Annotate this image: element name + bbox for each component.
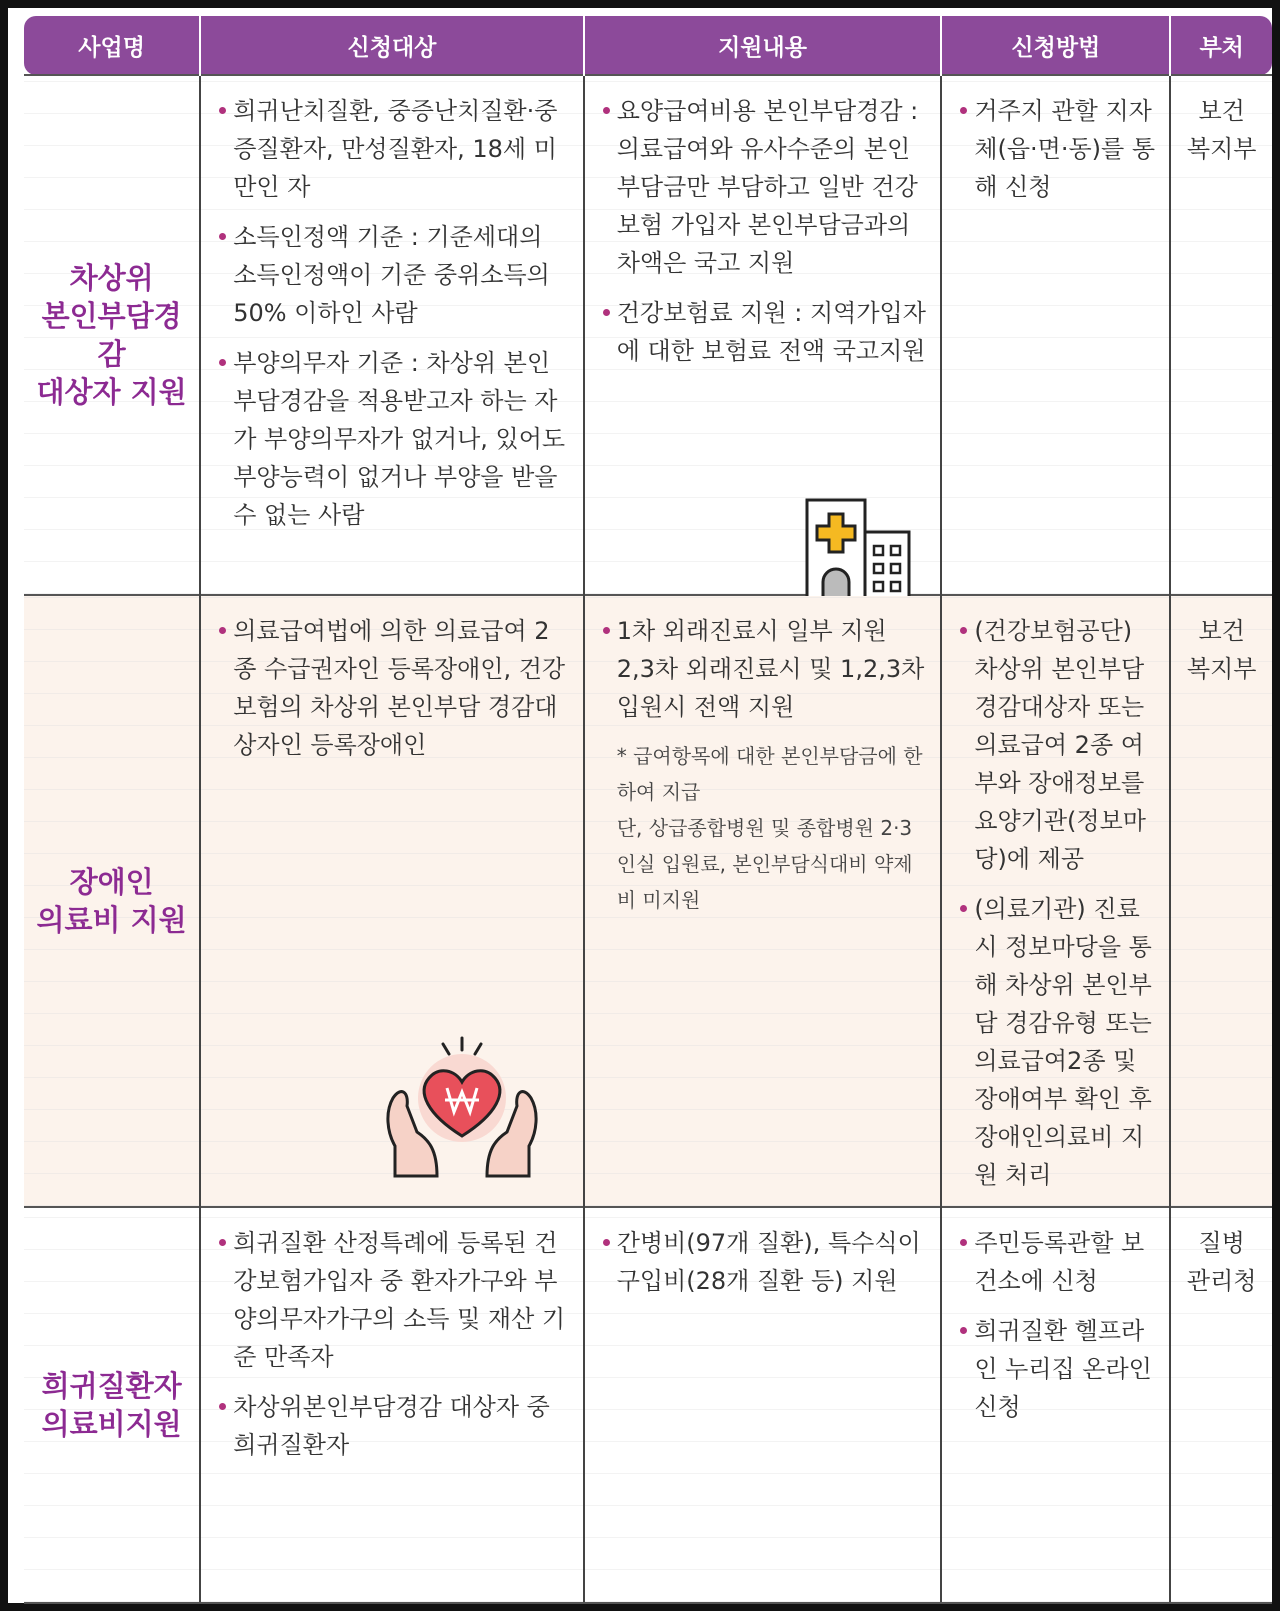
support-cell [584,1207,942,1603]
list-item: 희귀난치질환, 중증난치질환·중증질환자, 만성질환자, 18세 미만인 자 [219,92,569,206]
list-item: (건강보험공단) 차상위 본인부담 경감대상자 또는 의료급여 2종 여부와 장애정보를 요양기관(정보마당)에 제공 [960,612,1155,878]
list-item: 간병비(97개 질환), 특수식이 구입비(28개 질환 등) 지원 [603,1224,927,1300]
footnote: * 급여항목에 대한 본인부담금에 한하여 지급 단, 상급종합병원 및 종합병원 2·3인실 입원료, 본인부담식대비 약제비 미지원 [616,744,923,912]
program-name: 장애인 의료비 지원 [24,595,200,1207]
list-item: 건강보험료 지원 : 지역가입자에 대한 보험료 전액 국고지원 [603,294,927,370]
header-support: 지원내용 [584,16,942,75]
department-cell: 보건 복지부 [1170,595,1272,1207]
department-cell: 질병 관리청 [1170,1207,1272,1603]
list-item: 희귀질환 헬프라인 누리집 온라인 신청 [960,1312,1155,1426]
list-item: 주민등록관할 보건소에 신청 [960,1224,1155,1300]
target-cell [200,75,584,595]
target-cell [200,1207,584,1603]
hands-heart-won-icon [377,1036,547,1197]
program-name: 차상위 본인부담경감 대상자 지원 [24,75,200,595]
header-department: 부처 [1170,16,1272,75]
list-item: (의료기관) 진료 시 정보마당을 통해 차상위 본인부담 경감유형 또는 의료급여2종 및 장애여부 확인 후 장애인의료비 지원 처리 [960,890,1155,1194]
list-item: 소득인정액 기준 : 기준세대의 소득인정액이 기준 중위소득의 50% 이하인 사람 [219,218,569,332]
header-method: 신청방법 [941,16,1170,75]
department-cell: 보건 복지부 [1170,75,1272,595]
list-item: 1차 외래진료시 일부 지원 2,3차 외래진료시 및 1,2,3차 입원시 전액 지원 [603,612,927,726]
method-cell [941,595,1170,1207]
list-item: 요양급여비용 본인부담경감 : 의료급여와 유사수준의 본인부담금만 부담하고 일반 건강보험 가입자 본인부담금과의 차액은 국고 지원 [603,92,927,282]
table-row [24,75,1272,595]
list-item: 거주지 관할 지자체(읍·면·동)를 통해 신청 [960,92,1155,206]
header-program-name: 사업명 [24,16,200,75]
target-cell [200,595,584,1207]
header-target: 신청대상 [200,16,584,75]
table-row [24,1207,1272,1603]
welfare-program-table [24,16,1272,1604]
method-cell [941,75,1170,595]
list-item: 희귀질환 산정특례에 등록된 건강보험가입자 중 환자가구와 부양의무자가구의 소득 및 재산 기준 만족자 [219,1224,569,1376]
support-cell [584,595,942,1207]
method-cell [941,1207,1170,1603]
list-item: 부양의무자 기준 : 차상위 본인부담경감을 적용받고자 하는 자가 부양의무자가 없거나, 있어도 부양능력이 없거나 부양을 받을 수 없는 사람 [219,344,569,534]
list-item: 차상위본인부담경감 대상자 중 희귀질환자 [219,1388,569,1464]
list-item: 의료급여법에 의한 의료급여 2종 수급권자인 등록장애인, 건강보험의 차상위 본인부담 경감대상자인 등록장애인 [219,612,569,764]
table-row [24,595,1272,1207]
program-name: 희귀질환자 의료비지원 [24,1207,200,1603]
table-header-row [24,16,1272,75]
support-cell [584,75,942,595]
